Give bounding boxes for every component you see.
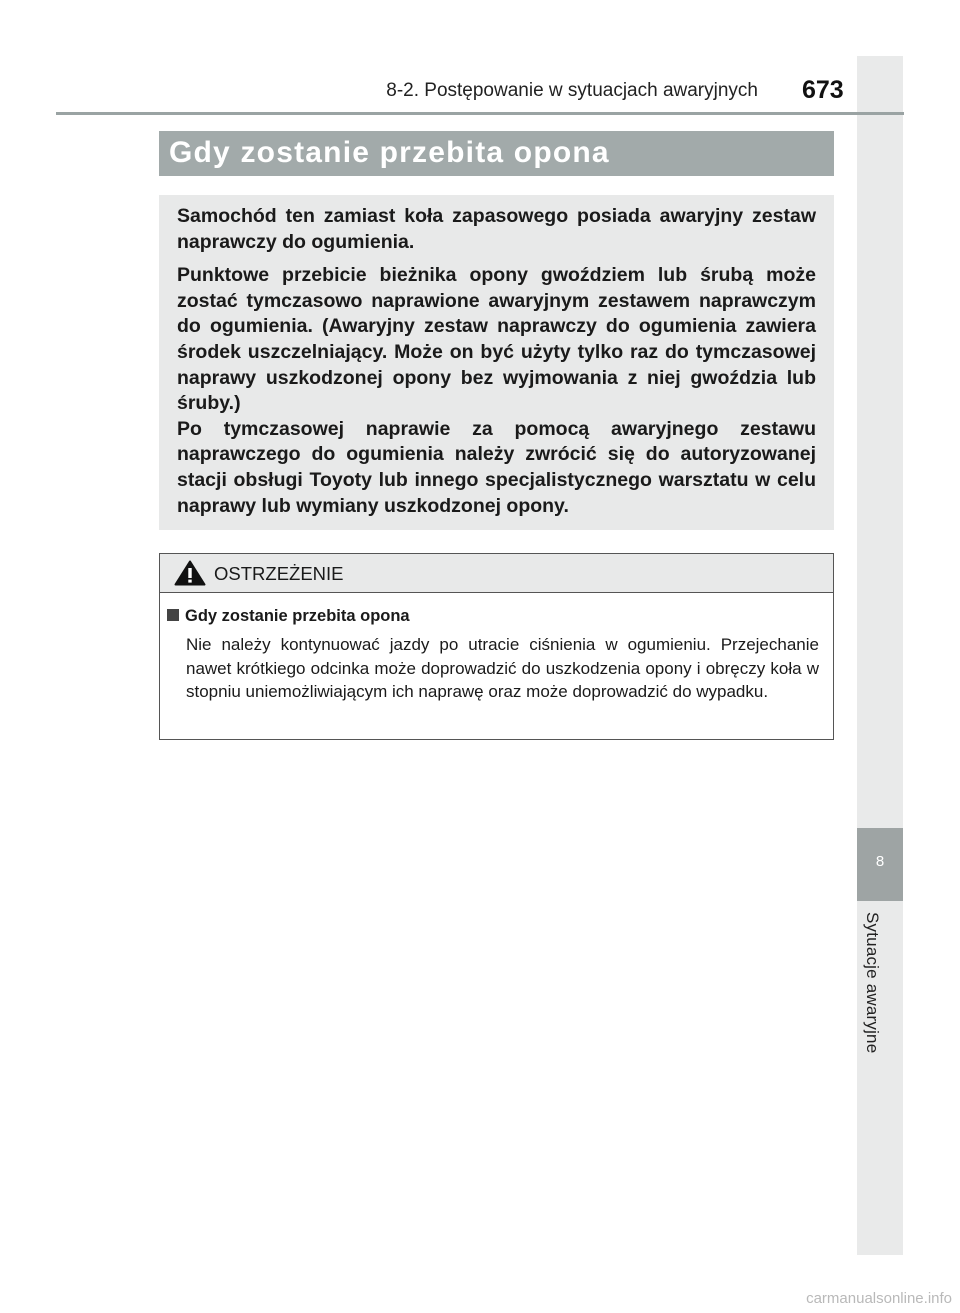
chapter-title: Sytuacje awaryjne [863, 912, 882, 1054]
intro-box [159, 195, 834, 530]
square-bullet-icon [167, 609, 179, 621]
footer-watermark: carmanualsonline.info [806, 1290, 952, 1307]
title-bar [159, 131, 834, 176]
intro-paragraph-3: Po tymczasowej naprawie za pomocą awaryjnego zestawu naprawczego do ogumienia należy zwrócić się do autoryzowanej stacji obsługi Toyoty lub innego specjalistycznego warsztatu w celu naprawy lub wymiany uszkodzonej opony. [177, 417, 816, 517]
warning-heading-row [167, 605, 819, 627]
warning-heading: Gdy zostanie przebita opona [185, 607, 410, 625]
intro-paragraph-1: Samochód ten zamiast koła zapasowego posiada awaryjny zestaw naprawczy do ogumienia. [177, 205, 816, 253]
header-divider [56, 112, 904, 115]
intro-paragraph-2: Punktowe przebicie bieżnika opony gwoździem lub śrubą może zostać tymczasowo naprawione awaryjnym zestawem naprawczym do ogumienia. (Awaryjny zestaw naprawczy do ogumienia zawiera środek uszczelniający. Może on być użyty tylko raz do tymczasowej naprawy uszkodzonej opony bez wyjmowania z niej gwoździa lub śruby.) [177, 264, 816, 415]
header-section-title: 8-2. Postępowanie w sytuacjach awaryjnych [386, 80, 758, 101]
page-number: 673 [802, 76, 844, 104]
page-title: Gdy zostanie przebita opona [169, 136, 610, 169]
warning-text: Nie należy kontynuować jazdy po utracie ciśnienia w ogumieniu. Przejechanie nawet krótkiego odcinka może doprowadzić do uszkodzenia opony i obręczy koła w stopniu uniemożliwiającym ich naprawę oraz może doprowadzić do wypadku. [186, 635, 819, 701]
warning-label: OSTRZEŻENIE [214, 563, 344, 584]
warning-header [160, 554, 833, 593]
warning-body [160, 593, 833, 704]
chapter-number: 8 [875, 853, 885, 870]
warning-box [159, 553, 834, 740]
chapter-side-strip [857, 56, 903, 1255]
warning-triangle-icon [174, 560, 206, 586]
